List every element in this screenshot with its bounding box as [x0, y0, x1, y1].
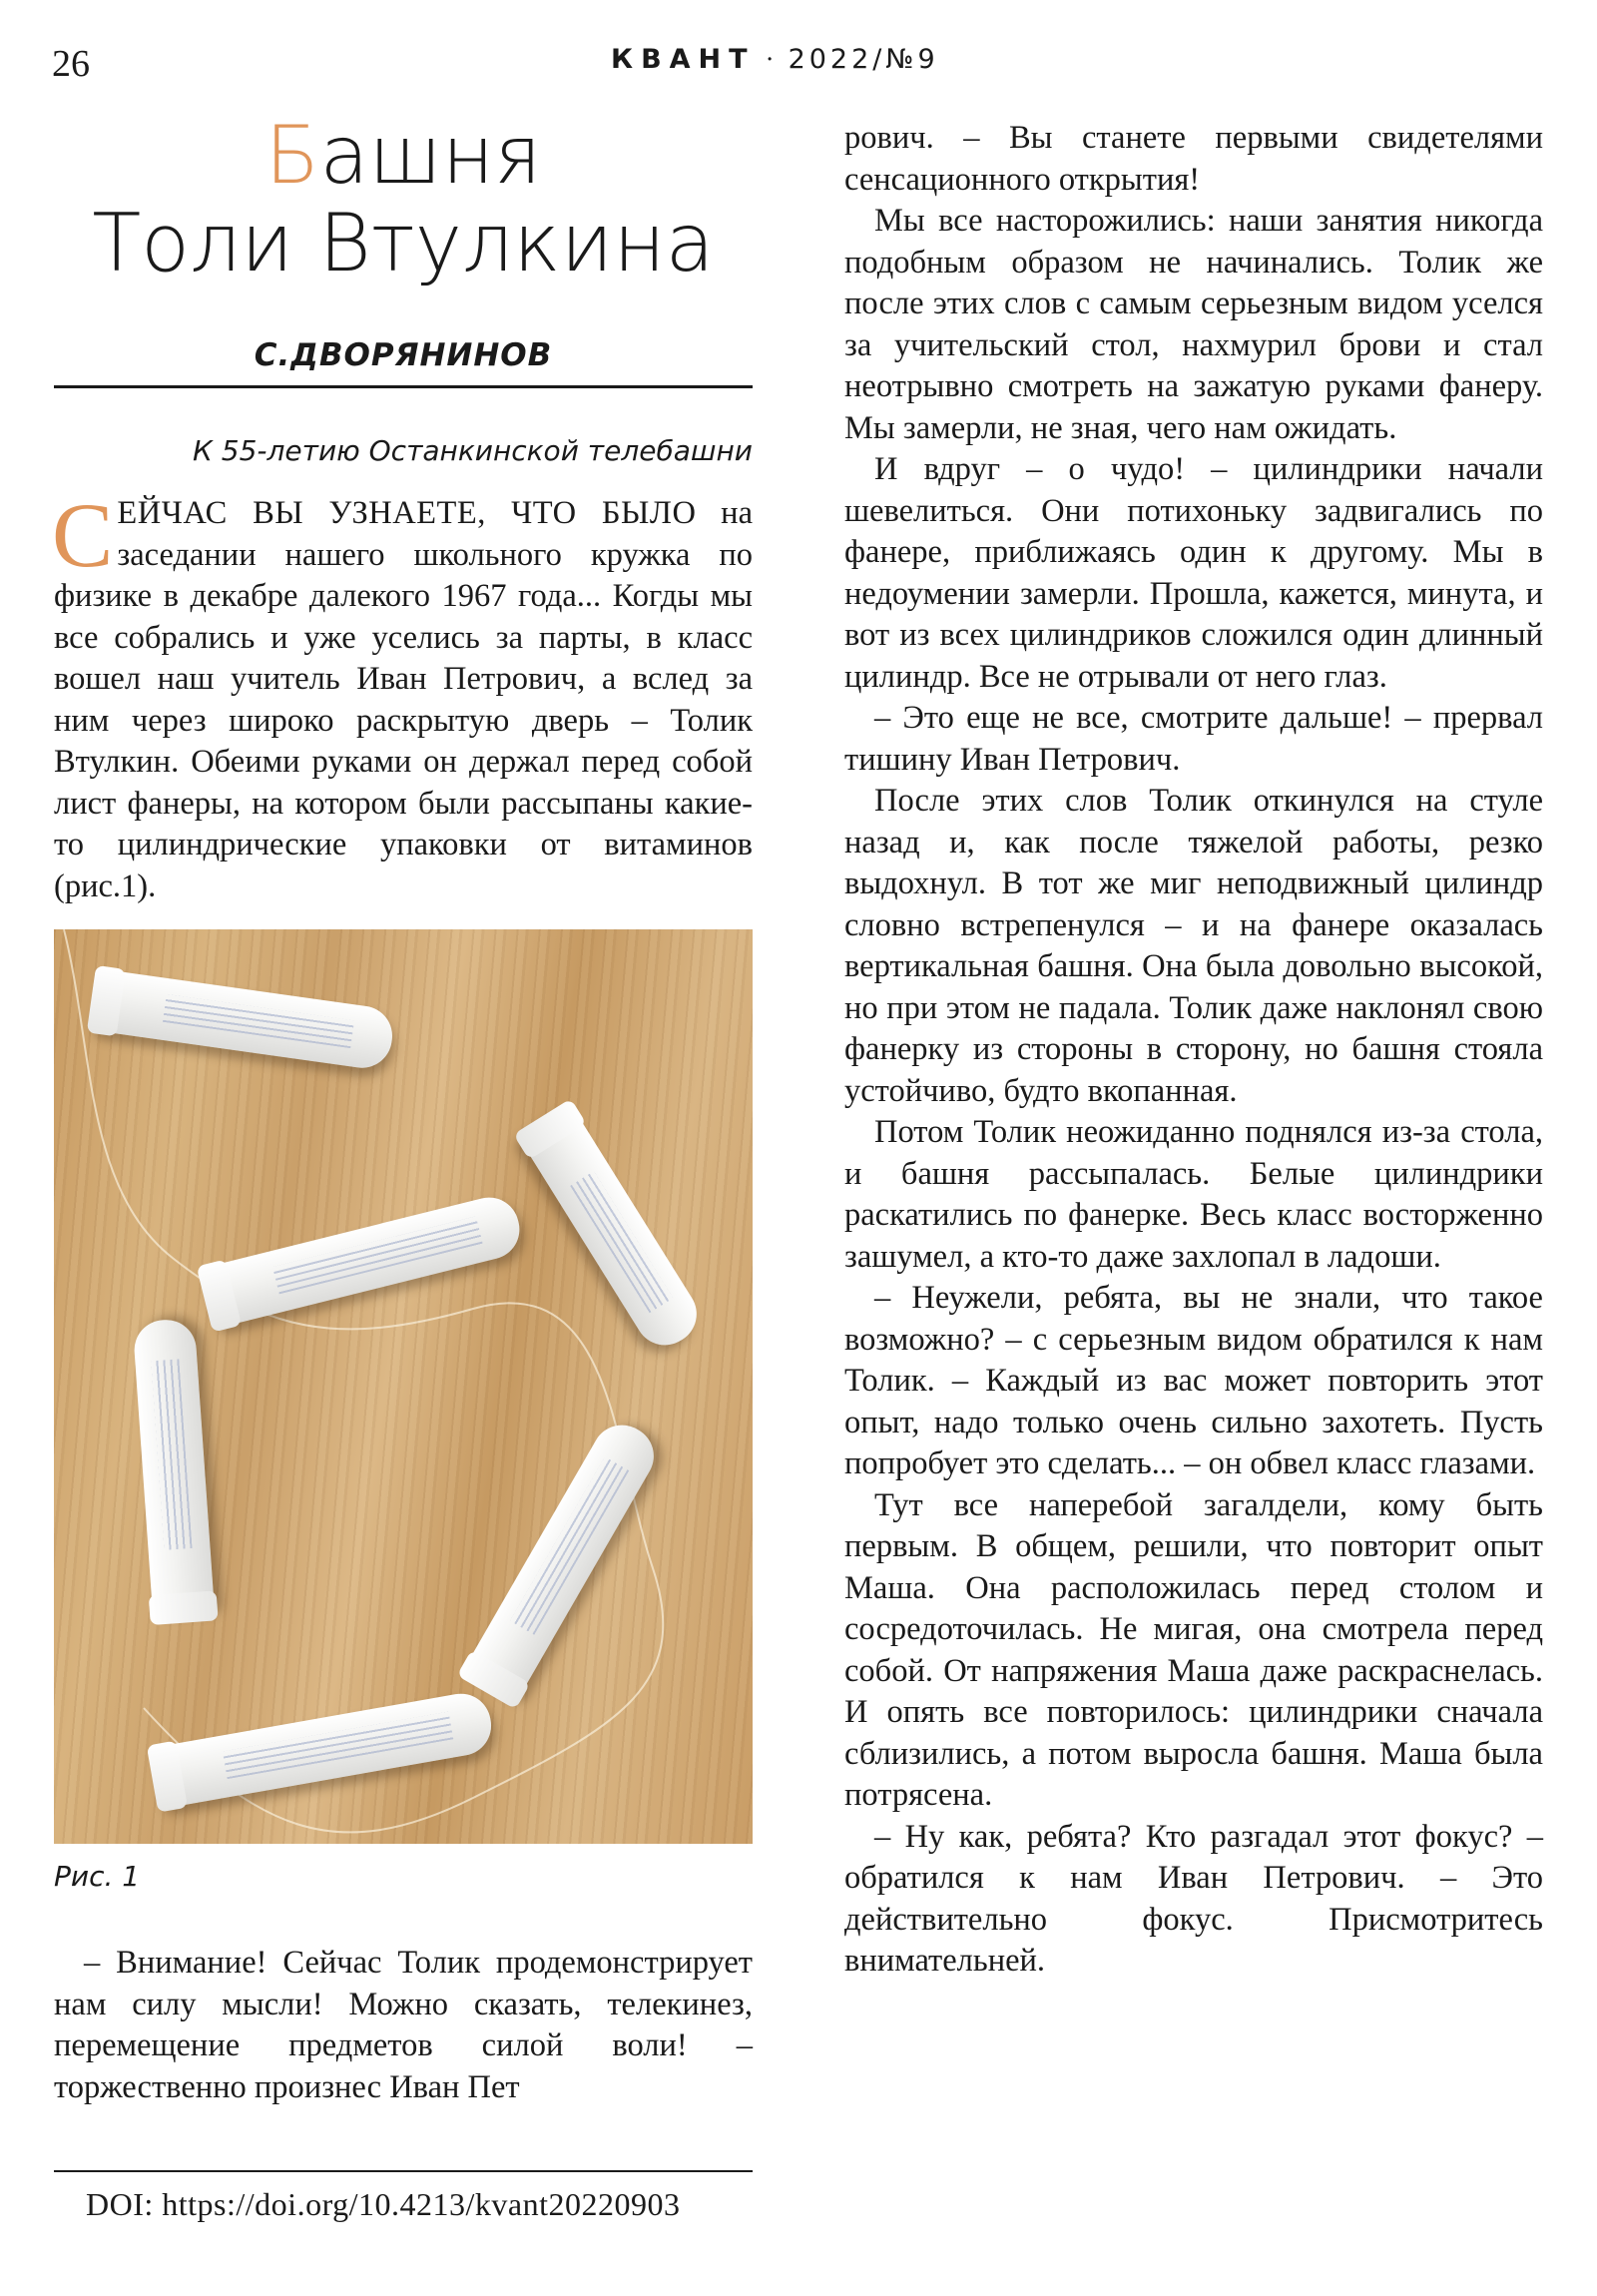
doi-link[interactable]: DOI: https://doi.org/10.4213/kvant20220903	[86, 2186, 681, 2222]
title-first-letter: Б	[265, 109, 320, 202]
author-rule	[54, 385, 753, 388]
figure-caption: Рис. 1	[54, 1860, 141, 1893]
title-line1-rest: ашня	[319, 109, 542, 202]
paragraph-6: Потом Толик неожиданно поднялся из-за стола, и башня рассыпалась. Белые цилиндрики раскатились по фанерке. Весь класс восторженно зашумел, а кто-то даже захлопал в ладоши.	[844, 1114, 1543, 1275]
paragraph-3: И вдруг – о чудо! – цилиндрики начали шевелиться. Они потихоньку задвигались по фанере, приближаясь один к другому. Мы в недоумении замерли. Прошла, кажется, минута, и вот из всех цилиндриков сложился один длинный цилиндр. Все не отрывали от него глаз.	[844, 451, 1543, 695]
left-column	[52, 109, 753, 2108]
paragraph-8: Тут все наперебой загалдели, кому быть первым. В общем, решили, что повторит опыт Маша. Она расположилась перед столом и сосредоточилась. Не мигая, она смотрела перед собой. От напряжения Маша даже раскраснелась. И опять все повторилось: цилиндрики сначала сблизились, а потом выросла башня. Маша была потрясена.	[844, 1486, 1543, 1813]
doi-rule	[54, 2170, 753, 2172]
author-name: С.ДВОРЯНИНОВ	[254, 337, 553, 373]
lead-paragraph	[52, 484, 753, 907]
title-line2: Толи Втулкина	[92, 197, 715, 289]
figure-photo	[54, 929, 753, 1844]
left-column-paragraph: – Внимание! Сейчас Толик продемонстрирует нам силу мысли! Можно сказать, телекинез, перемещение предметов силой воли! – торжественно произнес Иван Пет	[54, 1945, 753, 2105]
issue-number: 2022/№9	[788, 44, 939, 75]
dedication: К 55-летию Останкинской телебашни	[193, 434, 753, 467]
header-separator: ·	[765, 44, 779, 74]
magazine-name: КВАНТ	[611, 44, 756, 75]
paragraph-7: – Неужели, ребята, вы не знали, что такое возможно? – с серьезным видом обратился к нам Толик. – Каждый из вас может повторить этот опыт, надо только очень сильно захотеть. Пусть попробует это сделать... – он обвел класс глазами.	[844, 1280, 1543, 1481]
paragraph-9: – Ну как, ребята? Кто разгадал этот фокус? – обратился к нам Иван Петрович. – Это действительно фокус. Присмотритесь внимательней.	[844, 1818, 1543, 1979]
article-title	[54, 109, 753, 289]
paragraph-1: рович. – Вы станете первыми свидетелями сенсационного открытия!	[844, 120, 1543, 198]
page-number: 26	[52, 43, 90, 85]
right-column	[844, 118, 1543, 1983]
paragraph-5: После этих слов Толик откинулся на стуле назад и, как после тяжелой работы, резко выдохнул. В тот же миг неподвижный цилиндр словно встрепенулся – и на фанере оказалась вертикальная башня. Она была довольно высокой, но при этом не падала. Толик даже наклонял свою фанерку из стороны в сторону, но башня стояла устойчиво, будто вкопанная.	[844, 783, 1543, 1109]
drop-cap: С	[52, 484, 114, 586]
lead-caps: ЕЙЧАС ВЫ УЗНАЕТЕ, ЧТО БЫЛО	[117, 495, 697, 531]
running-header	[611, 44, 939, 75]
paragraph-4: – Это еще не все, смотрите дальше! – прервал тишину Иван Петрович.	[844, 700, 1543, 778]
paragraph-2: Мы все насторожились: наши занятия никогда подобным образом не начинались. Толик же после этих слов с самым серьезным видом уселся за учительский стол, нахмурил брови и стал неотрывно смотреть на зажатую руками фанеру. Мы замерли, не зная, чего нам ожидать.	[844, 203, 1543, 446]
lead-text: на заседании нашего школьного кружка по физике в декабре далекого 1967 года... Когды мы все собрались и уже уселись за парты, в класс вошел наш учитель Иван Петрович, а вслед за ним через широко раскрытую дверь – Толик Втулкин. Обеими руками он держал перед собой лист фанеры, на котором были рассыпаны какие-то цилиндрические упаковки от витаминов (рис.1).	[54, 495, 753, 904]
